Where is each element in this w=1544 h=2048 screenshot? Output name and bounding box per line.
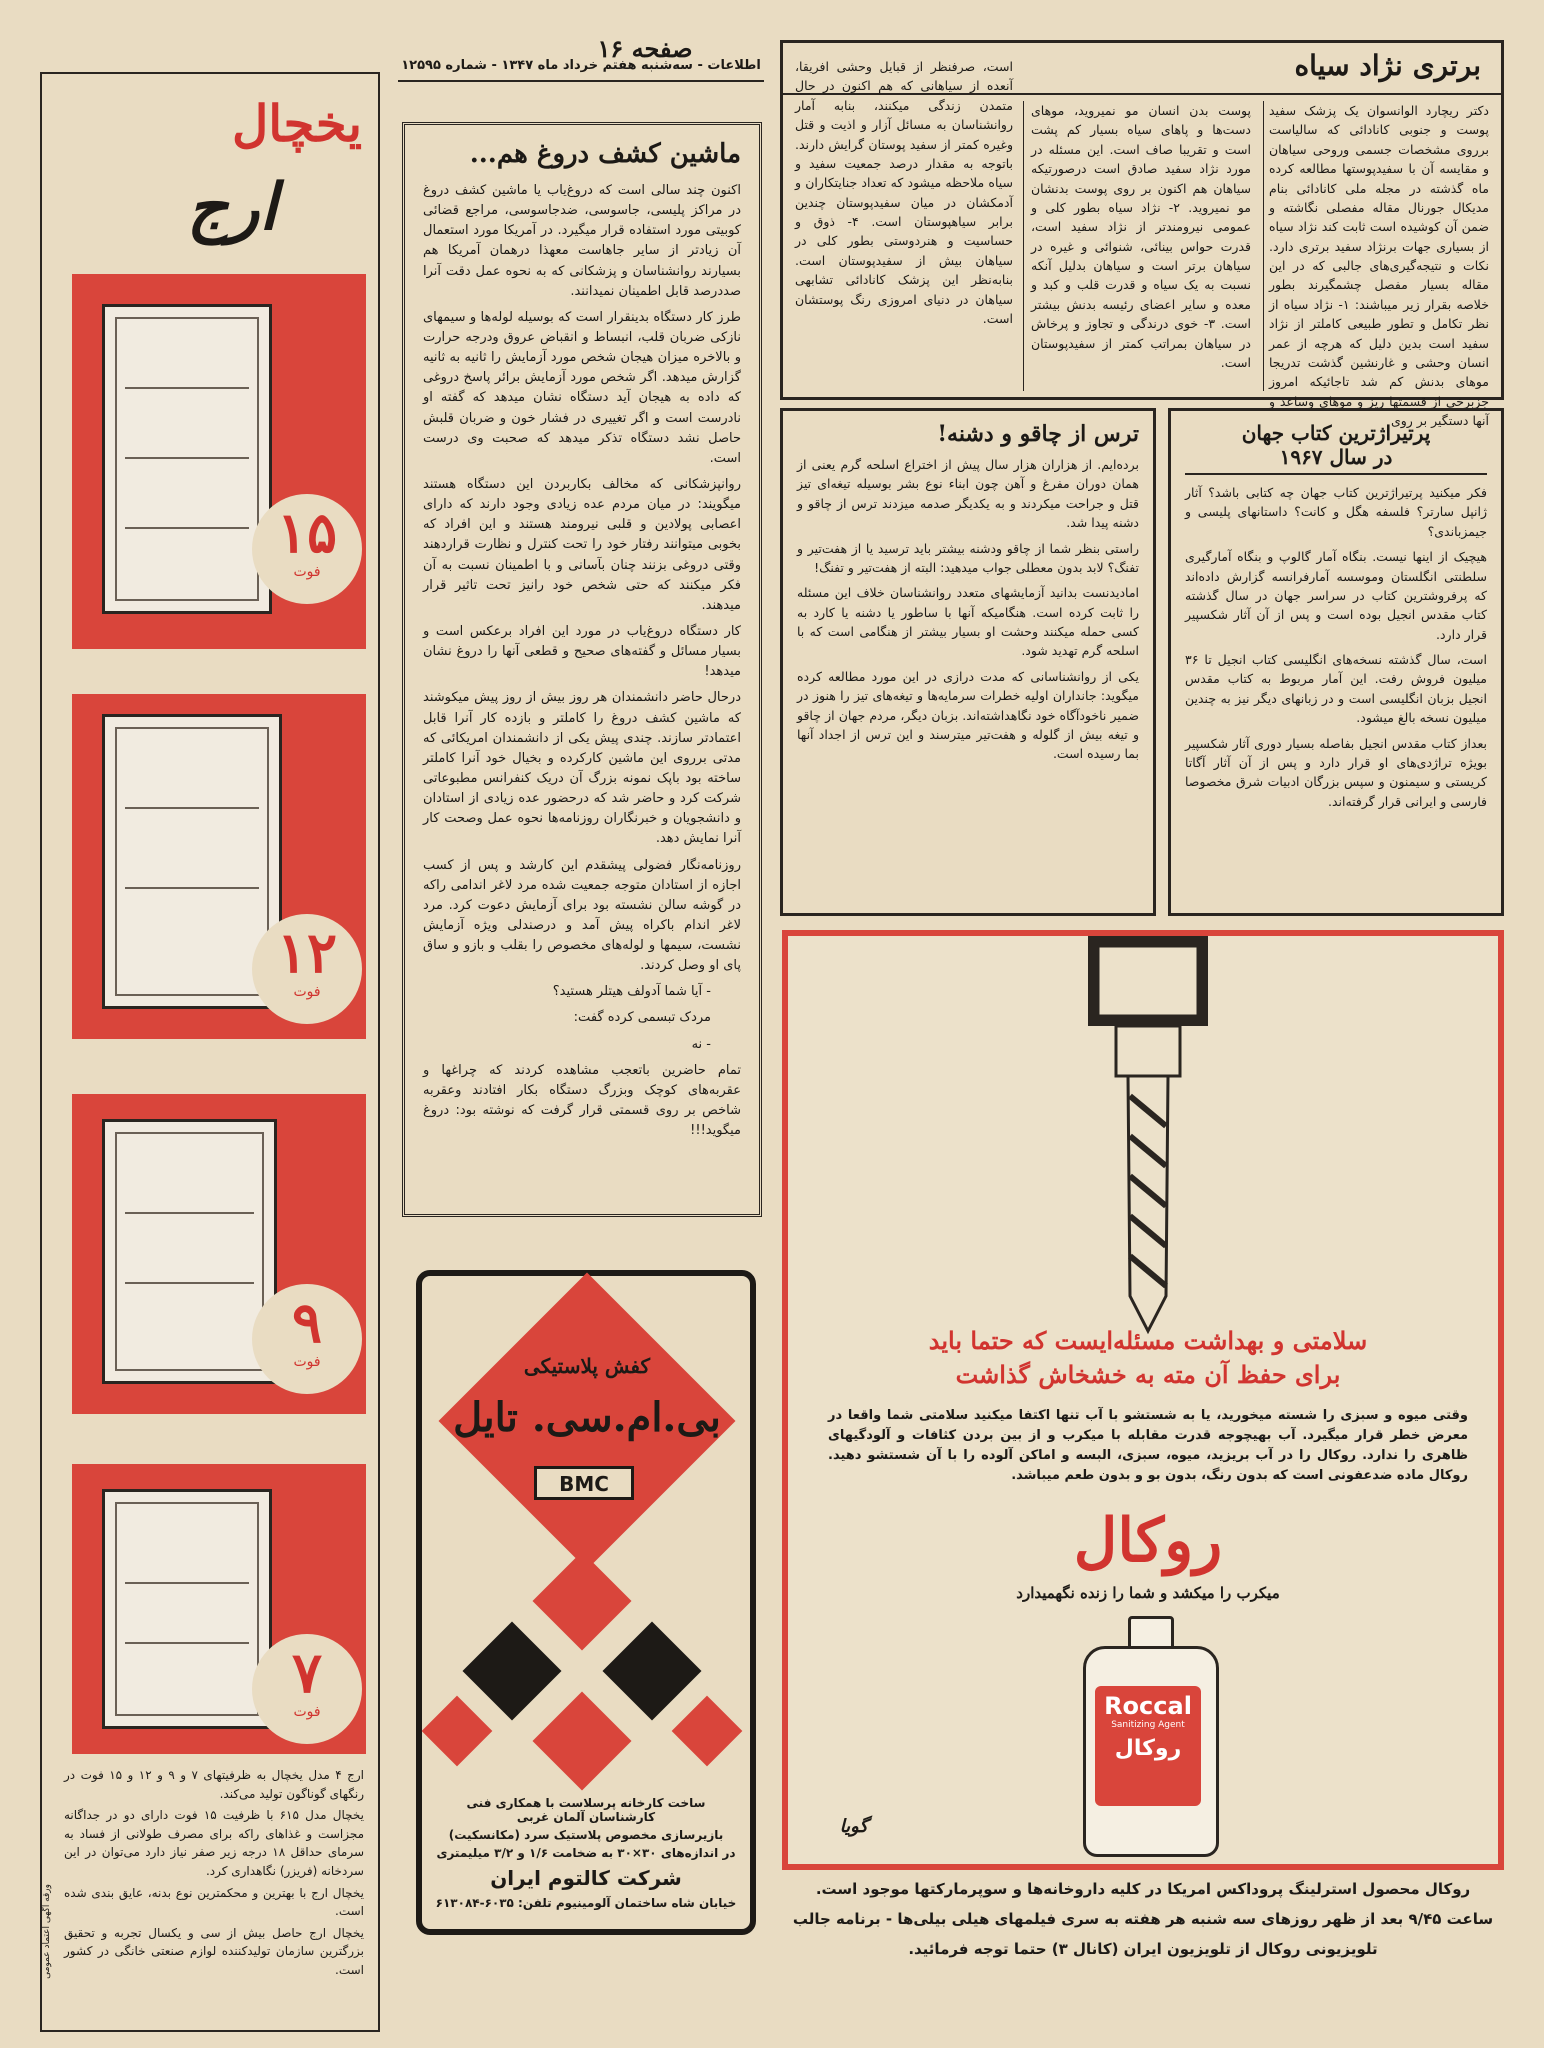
- article-paragraph: روزنامه‌نگار فضولی پیشقدم این کارشد و پس از کسب اجازه از استادان متوجه جمعیت شده مرد لاغر اندامی راکه در گوشه سالن نشسته بود برای آزمایش دعوت کرد. مرد لاغر اندام باکراه پیش آمد و درصندلی ویژه آزمایش نشست، سیمها و لوله‌های مخصوص را بقلب و بازو و ساق پای او وصل کردند.: [423, 857, 741, 974]
- roccal-headline-1: سلامتی و بهداشت مسئله‌ایست که حتما باید: [928, 1326, 1368, 1355]
- fridge-brand-logo: ارج: [187, 170, 277, 245]
- article-paragraph: تمام حاضرین باتعجب مشاهده کردند که چراغها و عقربه‌های کوچک وبزرگ دستگاه بکار افتادند وعقربه شاخص بر روی قسمتی قرار گرفت که نوشته بود: دروغ میگوید!!!: [423, 1062, 741, 1139]
- size-badge-15: [252, 494, 362, 604]
- drill-bit-illustration: [1038, 936, 1258, 1336]
- article-paragraph: راستی بنظر شما از چاقو ودشنه بیشتر باید ترسید یا از هفت‌تیر و تفنگ؟ لابد بدون معطلی جواب میدهید: البته از هفت‌تیر و تفنگ!: [797, 540, 1139, 575]
- article-paragraph: فکر میکنید پرتیراژترین کتاب جهان چه کتابی باشد؟ آثار ژانپل سارتر؟ فلسفه هگل و کانت؟ داستانهای پلیسی و جیمزباندی؟: [1185, 485, 1487, 539]
- bmc-address: خیابان شاه ساختمان آلومینیوم تلفن: ۶۰۳۵-۶۱۳۰۸۴: [435, 1896, 737, 1910]
- bmc-logo: [534, 1466, 634, 1500]
- roccal-headline-2: برای حفظ آن مته به خشخاش گذاشت: [955, 1360, 1341, 1389]
- bmc-ad: [416, 1270, 756, 1935]
- article-paragraph: کار دستگاه دروغ‌یاب در مورد این افراد برعکس است و بسیار مسائل و گفته‌های صحیح و قطعی آنها را دروغ نشان میدهد!: [423, 623, 741, 680]
- size-unit-7: فوت: [293, 1704, 321, 1720]
- bmc-title: کفش پلاستیکی: [523, 1354, 651, 1378]
- roccal-ad: [782, 930, 1504, 1870]
- size-unit-12: فوت: [293, 984, 321, 1000]
- column-divider: [1263, 101, 1264, 391]
- size-badge-12: [252, 914, 362, 1024]
- diamond-red-3: [422, 1696, 493, 1767]
- bottle-label-fa: روکال: [1114, 1736, 1182, 1761]
- bmc-line: در اندازه‌های ۳۰×۳۰ به ضخامت ۱/۶ و ۳/۲ میلیمتری: [436, 1846, 736, 1860]
- bmc-text: [434, 1796, 738, 1910]
- fridge-bullet: یخچال مدل ۶۱۵ با ظرفیت ۱۵ فوت دارای دو در جداگانه مجزاست و غذاهای راکه برای مصرف طولانی از فساد به سرمای حداقل ۱۸ درجه زیر صفر نیاز دارد می‌توان در این سردخانه (فریزر) نگاهداری کرد.: [64, 1808, 364, 1878]
- article-dialogue: - آیا شما آدولف هیتلر هستید؟: [552, 984, 711, 1000]
- dateline: اطلاعات - سه‌شنبه هفتم خرداد ماه ۱۳۴۷ - شماره ۱۲۵۹۵: [401, 58, 761, 73]
- bmc-brand: بی.ام.سی. تایل: [453, 1394, 721, 1441]
- fridge-panel-7: [72, 1464, 366, 1754]
- article-subtitle: در سال ۱۹۶۷: [1185, 445, 1487, 475]
- article-column-middle: پوست بدن انسان مو نمیروید، موهای دست‌ها و پاهای سیاه بسیار کم پشت است و تقریبا صاف است. این مسئله در مورد نژاد سفید صادق است درصورتیکه سیاهان هم اکنون بر روی پوست بدنشان مو نمیروید. ۲- نژاد سیاه بطور کلی و عمومی نیرومندتر از نژاد سفید است، قدرت حواس بینائی، شنوائی و غیره در سیاهان برتر است و سیاهان بدلیل آنکه نسبت به یک سیاه و قدرت قلب و کبد و معده و سایر اعضای رئیسه بدنش بیشتر است. ۳- خوی درندگی و تجاوز و پرخاش در سیاهان بمراتب کمتر از سفیدپوستان است.: [1031, 103, 1251, 370]
- bmc-company: شرکت کالتوم ایران: [490, 1866, 682, 1890]
- column-divider: [1023, 101, 1024, 391]
- page-number: صفحه ۱۶: [597, 34, 693, 63]
- fridge-image-9: [102, 1119, 277, 1384]
- knife-fear-article: [780, 408, 1156, 916]
- roccal-bottle: [1073, 1616, 1223, 1856]
- roccal-artist-signature: گویا: [839, 1816, 868, 1837]
- bottle-label-en: Roccal: [1104, 1692, 1192, 1720]
- roccal-brand: روکال: [1073, 1506, 1223, 1576]
- article-paragraph: روانپزشکانی که مخالف بکاربردن این دستگاه هستند میگویند: در میان مردم عده زیادی وجود دارند که دارای اعصابی پولادین و قلبی نیرومند هستند و این افراد که بخوبی میتوانند رفتار خود را تحت کنترل و نظارت قراردهند وقتی دروغی بزنند چنان بآسانی و با اطمینان نسبت به آن فکر میکنند که حتی شخص خود رانیز تحت تاثیر قرار میدهند.: [423, 476, 741, 613]
- article-paragraph: امادیدنست بدانید آزمایشهای متعدد روانشناسان خلاف این مسئله را ثابت کرده است. هنگامیکه آنها با ساطور یا دشنه یا کارد به کسی حمله میکنند وحشت او بسیار بیشتر از هنگامی است که با اسلحه گرم تهدید شود.: [797, 585, 1139, 659]
- black-race-article: [780, 40, 1504, 428]
- article-paragraph: برده‌ایم. از هزاران هزار سال پیش از اختراع اسلحه گرم یعنی از همان دوران مفرغ و آهن چون ابناء نوع بشر بوسیله تیغه‌ای تیز قتل و جراحت میکردند و به یکدیگر صدمه میزدند ترس از چاقو و دشنه پیدا شد.: [797, 457, 1139, 531]
- bmc-line: بازیرسازی مخصوص پلاستیک سرد (مکانسکیت): [448, 1828, 724, 1842]
- fridge-panel-15: [72, 274, 366, 649]
- size-badge-7: [252, 1634, 362, 1744]
- size-badge-9: [252, 1284, 362, 1394]
- diamond-black-1: [463, 1622, 562, 1721]
- bottle-sub-en: Sanitizing Agent: [1111, 1720, 1185, 1730]
- diamond-red-2: [533, 1692, 632, 1791]
- diamond-black-2: [603, 1622, 702, 1721]
- roccal-footer-2: ساعت ۹/۴۵ بعد از ظهر روزهای سه شنبه هر هفته به سری فیلمهای هیلی بیلی‌ها - برنامه جالب: [792, 1910, 1494, 1928]
- article-title: ماشین کشف دروغ هم...: [469, 139, 741, 169]
- size-number-15: ۱۵: [276, 500, 338, 566]
- article-column-right: دکتر ریچارد الوانسوان یک پزشک سفید پوست و جنوبی کانادائی که سالیاست برروی مشخصات جسمی وروحی سیاهان و مقایسه آن با سفیدپوستها مطالعه کرده ماه گذشته در مجله ملی کانادائی بنام مدیکال جورنال مقاله مفصلی نگاشته و ضمن آن کوشیده است ثابت کند نژاد سیاه از بسیاری جهات برنژاد سفید برتری دارد. نکات و نتیجه‌گیری‌های جالبی که در این مقاله بسیار مفصل چشمگیرند بطور خلاصه بقرار زیر میباشند: ۱- نژاد سیاه از نظر تکامل و تطور طبیعی کاملتر از نژاد سفید است بدین دلیل که هرچه از عمر انسان وحشی و غارنشین گذشت تدریجا موهای بدنش کم شد تاجائیکه امروز جزبرخی از قسمتها ریز و موهای وساعد و آنها دستگیر بر روی: [1269, 103, 1489, 428]
- fridge-bullet: یخچال ارج حاصل بیش از سی و یکسال تجربه و تحقیق بزرگترین سازمان تولیدکننده لوازم صنعتی خانگی در کشور است.: [64, 1925, 364, 1977]
- best-seller-article: [1168, 408, 1504, 916]
- fridge-bullets: [64, 1766, 364, 1983]
- size-number-9: ۹: [291, 1290, 323, 1356]
- roccal-tagline: میکرب را میکشد و شما را زنده نگهمیدارد: [1016, 1584, 1280, 1602]
- lie-detector-article: [402, 122, 762, 1217]
- diamond-red-4: [672, 1696, 743, 1767]
- article-title: ترس از چاقو و دشنه!: [937, 421, 1139, 447]
- fridge-image-15: [102, 304, 272, 614]
- article-paragraph: هیچیک از اینها نیست. بنگاه آمار گالوپ و بنگاه آمارگیری سلطنتی انگلستان وموسسه آمارفرانسه گزارش داده‌اند که پرفروشترین کتاب در سراسر جهان در سال گذشته کتاب مقدس انجیل بوده است و پس از آن آثار شکسپیر قرار دارد.: [1185, 549, 1487, 642]
- article-paragraph: اکنون چند سالی است که دروغ‌یاب یا ماشین کشف دروغ در مراکز پلیسی، جاسوسی، ضدجاسوسی، مراجع قضائی کوبیتی مورد استفاده قرار میگیرد. در آمریکا مورد استعمال آن زیادتر از سایر جاهاست معهذا درهمان آمریکا هم بسیارند روانشناسان و پزشکانی که به نحوه عمل دقت آنرا صددرصد قابل اطمینان نمیدانند.: [423, 183, 741, 299]
- size-unit-15: فوت: [293, 564, 321, 580]
- article-column-left: است، صرفنظر از قبایل وحشی افریقا، آنعده از سیاهانی که هم اکنون در حال متمدن زندگی میکنند، بنابه آمار روانشناسان به مسائل آزار و اذیت و قتل وغیره کمتر از سفید پوستان گرایش دارند. باتوجه به مقدار درصد جمعیت سفید و سیاه ملاحظه میشود که تعداد جنایتکاران و آدمکشان در میان سفیدپوستان چندین برابر سیاهپوستان است. ۴- ذوق و حساسیت و هنردوستی بطور کلی در سیاهان بیش از سفیدپوستان است. بنابه‌نظر این پزشک کانادائی تشابهی سیاهان در دنیای امروزی رنگ پوستشان است.: [795, 59, 1014, 326]
- fridge-image-7: [102, 1489, 272, 1729]
- article-paragraph: بعداز کتاب مقدس انجیل بفاصله بسیار دوری آثار شکسپیر بویژه تراژدی‌های او قرار دارد و پس از آن آثار آگاتا کریستی و سیمنون و سپس بزرگان ادبیات شرق مخصوصا فارسی و ایرانی قرار گرفته‌اند.: [1185, 735, 1487, 809]
- fridge-panel-9: [72, 1094, 366, 1414]
- article-title: برتری نژاد سیاه: [1294, 49, 1481, 82]
- roccal-body: وقتی میوه و سبزی را شسته میخورید، یا به شستشو با آب تنها اکتفا میکنید سلامتی شما واقعا در معرض خطر قرار میگیرد. آب بهیچوجه قدرت مقابله با میکرب و از بین بردن کثافات و آلودگیهای ظاهری را ندارد. روکال را در آب بریزید، میوه، سبزی، البسه و اماکن آلوده را با آن شستشو دهید. روکال ماده ضدعفونی است که بدون رنگ، بدون بو و بدون طعم میباشد.: [828, 1408, 1468, 1484]
- fridge-heading: یخچال: [231, 94, 362, 153]
- size-number-12: ۱۲: [276, 920, 338, 986]
- fridge-panel-12: [72, 694, 366, 1039]
- fridge-bullet: ارج ۴ مدل یخچال به ظرفیتهای ۷ و ۹ و ۱۲ و ۱۵ فوت در رنگهای گوناگون تولید می‌کند.: [64, 1768, 364, 1801]
- size-unit-9: فوت: [293, 1354, 321, 1370]
- article-paragraph: است، سال گذشته نسخه‌های انگلیسی کتاب انجیل تا ۳۶ میلیون فروش رفت. این آمار مربوط به کتاب مقدس انجیل بزبان انگلیسی است و در زبانهای دیگر نیز به چندین میلیون نسخه بالغ میشود.: [1185, 652, 1487, 726]
- diamond-red-1: [533, 1552, 632, 1651]
- article-paragraph: طرز کار دستگاه بدینقرار است که بوسیله لوله‌ها و سیمهای نازکی ضربان قلب، انبساط و انقباض عروق ودرجه حرارت و بالاخره میزان هیجان شخص مورد آزمایش را ثانیه به ثانیه گزارش میدهد. اگر شخص مورد آزمایش برائر پاسخ دروغی که داده به هیجان آید دستگاه نشان میدهد که گفته او نادرست است و اگر تغییری در فشار خون و ضربان قلبش حاصل نشد دستگاه تذکر میدهد که صحبت وی درست است.: [423, 309, 741, 466]
- article-dialogue: مردک تبسمی کرده گفت:: [573, 1010, 711, 1026]
- fridge-ad: [40, 72, 380, 2032]
- fridge-bullet: یخچال ارج با بهترین و محکمترین نوع بدنه، عایق بندی شده است.: [64, 1885, 364, 1919]
- size-number-7: ۷: [291, 1640, 323, 1706]
- article-paragraph: یکی از روانشناسانی که مدت درازی در این مورد مطالعه کرده میگوید: جانداران اولیه خطرات سرمایه‌ها و تیغه‌های تیز را هنوز در ضمیر ناخودآگاه خود نگاهداشته‌اند. بزبان دیگر، مردم جهان از چاقو و تیغه بیش از گلوله و هفت‌تیر میترسند و این ترس از اجداد آنها بما رسیده است.: [797, 668, 1139, 762]
- bmc-line: ساخت کارخانه پرسلاست با همکاری فنی کارشناسان آلمان غربی: [466, 1796, 706, 1824]
- roccal-footer-1: روکال محصول استرلینگ پروداکس امریکا در کلیه داروخانه‌ها و سوپرمارکتها موجود است.: [815, 1880, 1471, 1898]
- article-title: پرتیراژترین کتاب جهان: [1241, 421, 1431, 445]
- article-paragraph: درحال حاضر دانشمندان هر روز بیش از روز پیش میکوشند که ماشین کشف دروغ را کاملتر و بازده کار آنرا قابل اعتمادتر سازند. چندی پیش یکی از دانشمندان امریکائی که مدتی برروی این ماشین کارکرده و بخیال خود آنرا کاملتر ساخته بود باپک نمونه بزرگ آن دریک کنفرانس مطبوعاتی شرکت کرد و حاضر شد که درحضور عده زیادی از استادان و دانشجویان و خبرنگاران روزنامه‌ها نحوه عمل وصحت کار آنرا نمایش دهد.: [423, 690, 741, 847]
- article-dialogue: - نه: [691, 1036, 711, 1052]
- header-rule: [398, 80, 764, 82]
- fridge-side-note: ورقه آگهی اعتماد عمومی: [42, 1884, 52, 1979]
- bmc-logo-text: BMC: [559, 1472, 609, 1496]
- roccal-footer-3: تلویزیونی روکال از تلویزیون ایران (کانال ۳) حتما توجه فرمائید.: [908, 1940, 1378, 1958]
